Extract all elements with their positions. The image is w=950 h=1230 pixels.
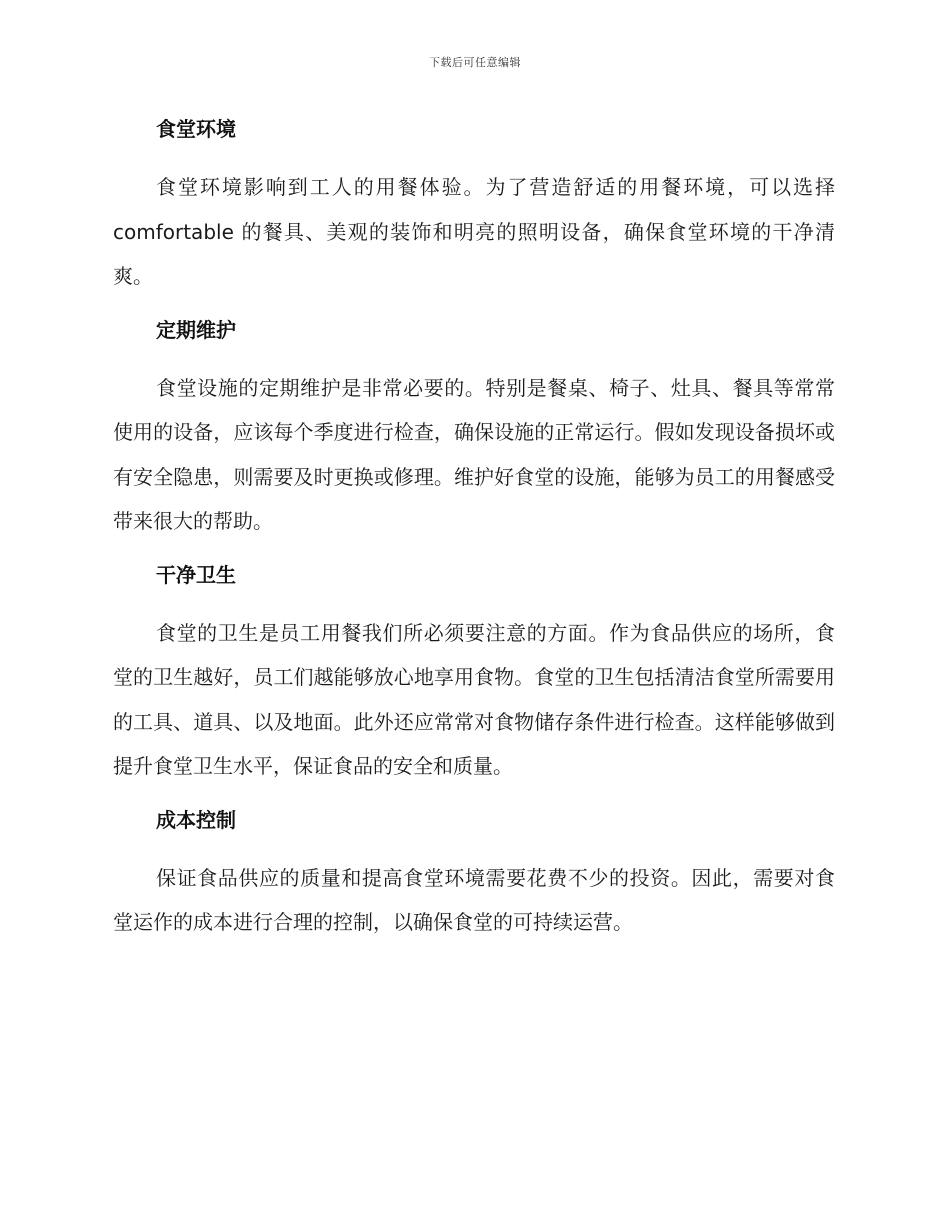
section-heading: 成本控制 bbox=[156, 807, 236, 832]
section-paragraph: 保证食品供应的质量和提高食堂环境需要花费不少的投资。因此，需要对食堂运作的成本进行合理的控制，以确保食堂的可持续运营。 bbox=[113, 865, 835, 934]
section-paragraph: 食堂设施的定期维护是非常必要的。特别是餐桌、椅子、灶具、餐具等常常使用的设备，应该每个季度进行检查，确保设施的正常运行。假如发现设备损坏或有安全隐患，则需要及时更换或修理。维护好食堂的设施，能够为员工的用餐感受带来很大的帮助。 bbox=[113, 375, 835, 533]
document-content bbox=[113, 112, 835, 959]
section-canteen-environment bbox=[113, 112, 835, 299]
section-heading: 食堂环境 bbox=[156, 117, 236, 141]
section-regular-maintenance bbox=[113, 313, 835, 544]
page-header-note: 下载后可任意编辑 bbox=[429, 56, 521, 69]
section-hygiene bbox=[113, 558, 835, 789]
section-cost-control bbox=[113, 803, 835, 945]
section-heading: 干净卫生 bbox=[156, 562, 236, 587]
section-paragraph: 食堂的卫生是员工用餐我们所必须要注意的方面。作为食品供应的场所，食堂的卫生越好，员工们越能够放心地享用食物。食堂的卫生包括清洁食堂所需要用的工具、道具、以及地面。此外还应常常对食物储存条件进行检查。这样能够做到提升食堂卫生水平，保证食品的安全和质量。 bbox=[113, 620, 835, 778]
section-heading: 定期维护 bbox=[156, 317, 236, 342]
section-paragraph: 食堂环境影响到工人的用餐体验。为了营造舒适的用餐环境，可以选择comfortable 的餐具、美观的装饰和明亮的照明设备，确保食堂环境的干净清爽。 bbox=[113, 175, 835, 288]
